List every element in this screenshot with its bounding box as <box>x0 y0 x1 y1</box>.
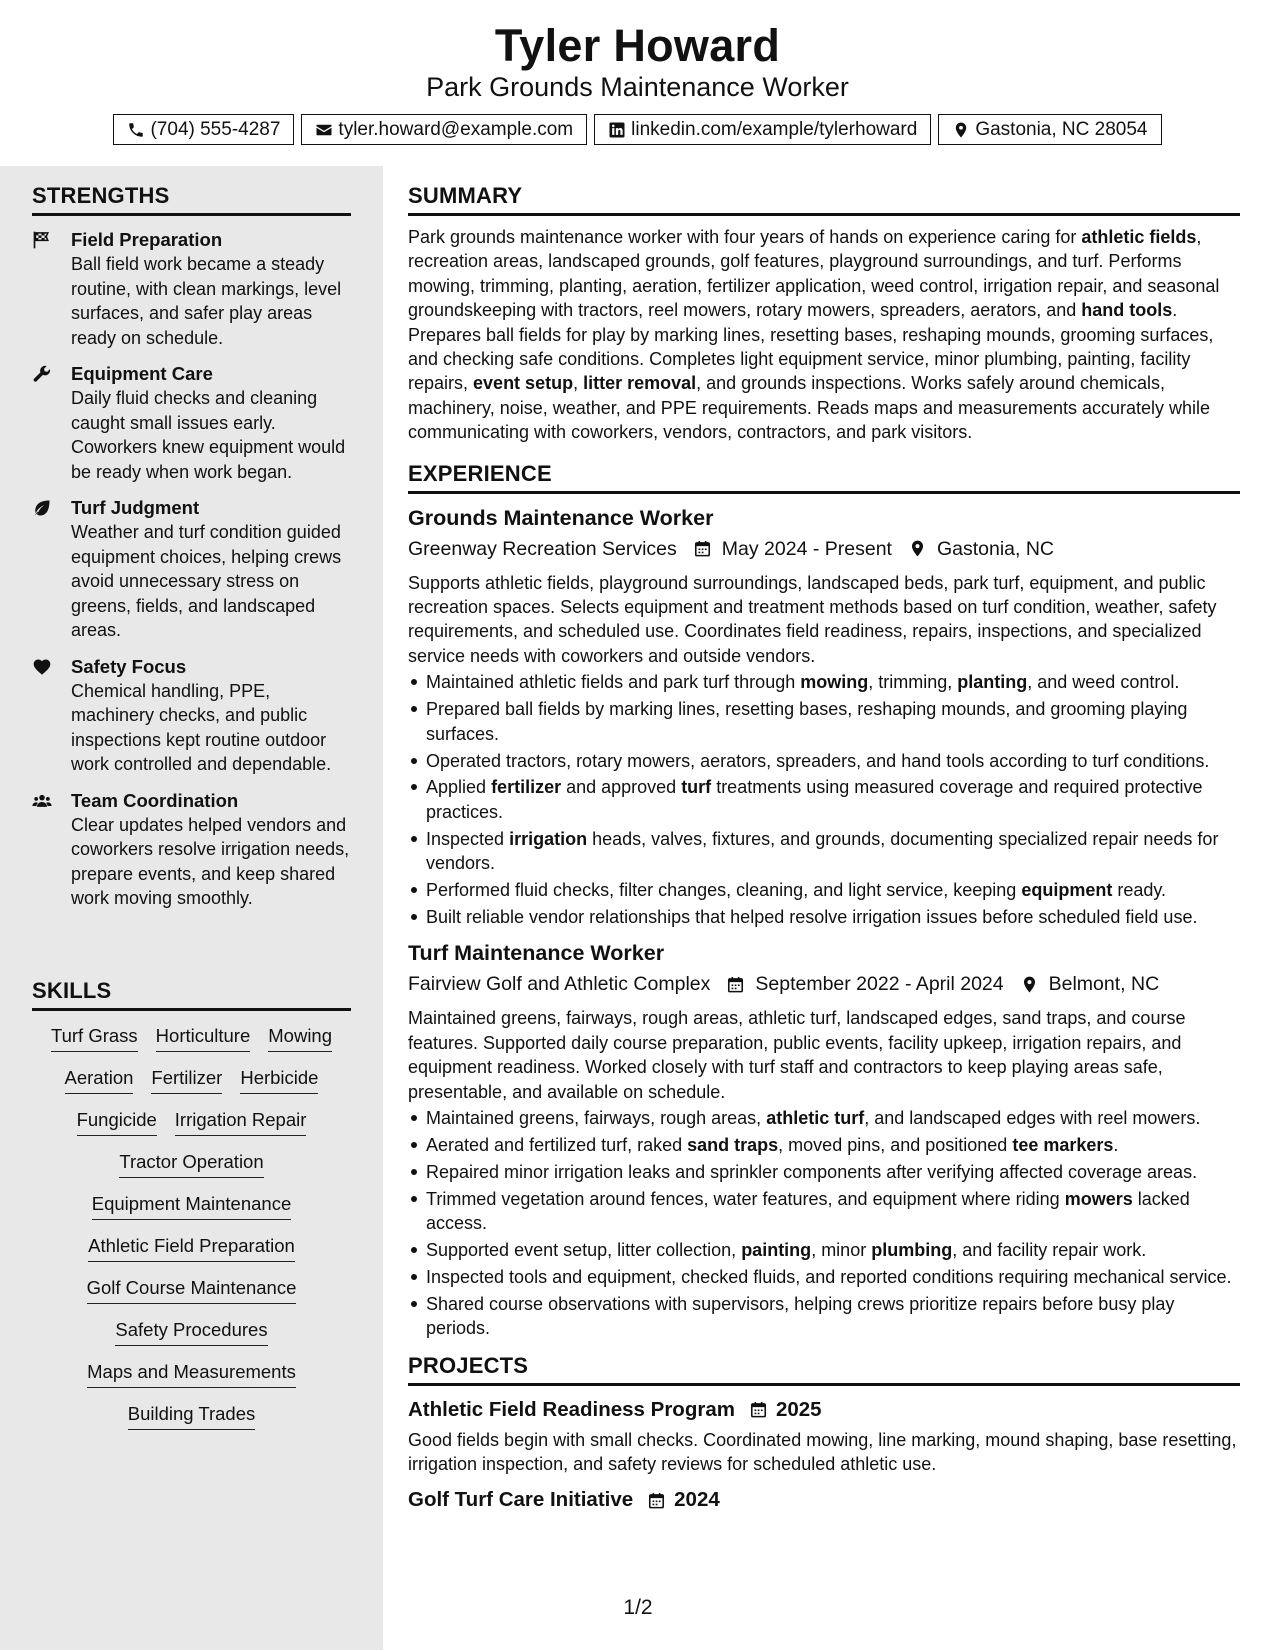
job-location: Belmont, NC <box>1048 973 1160 996</box>
job-bullets <box>408 1106 1240 1341</box>
job-description: Maintained greens, fairways, rough areas, athletic turf, landscaped edges, sand traps, and course features. Supported daily course preparation, public events, facility upkeep, irrigation repairs, and equipment readiness. Worked closely with turf staff and contractors to keep playing areas safe, presentable, and available on schedule. <box>408 1008 1186 1102</box>
job-dates: May 2024 - Present <box>721 537 892 560</box>
project-title: Athletic Field Readiness Program <box>408 1397 735 1421</box>
skill-tag: Irrigation Repair <box>175 1107 307 1136</box>
bullet-item: Aerated and fertilized turf, raked sand traps, moved pins, and positioned tee markers. <box>408 1133 1240 1157</box>
skill-tag: Herbicide <box>240 1065 318 1094</box>
bullet-item: Trimmed vegetation around fences, water features, and equipment where riding mowers lacked access. <box>408 1187 1240 1236</box>
emphasis-text: mowing <box>800 672 869 693</box>
strength-item <box>32 362 351 484</box>
project-year: 2025 <box>775 1397 822 1421</box>
bullet-item: Supported event setup, litter collection, painting, minor plumbing, and facility repair work. <box>408 1238 1240 1262</box>
project-description: Good fields begin with small checks. Coordinated mowing, line marking, mound shaping, base resetting, irrigation inspection, and safety reviews for scheduled athletic use. <box>408 1429 1237 1475</box>
skill-tag: Maps and Measurements <box>87 1359 296 1388</box>
strength-title: Turf Judgment <box>71 497 200 518</box>
project-title-row <box>408 1396 1240 1424</box>
job-bullets <box>408 670 1240 929</box>
project-title: Golf Turf Care Initiative <box>408 1488 634 1512</box>
wrench-icon <box>32 364 52 384</box>
projects-section <box>408 1353 1240 1515</box>
emphasis-text: irrigation <box>509 828 588 849</box>
bullet-item: Inspected tools and equipment, checked fluids, and reported conditions requiring mechanical service. <box>408 1265 1240 1289</box>
strength-desc: Weather and turf condition guided equipment choices, helping crews avoid unnecessary stress on greens, fields, and landscaped areas. <box>71 522 342 640</box>
phone-icon <box>127 121 145 139</box>
skill-tag: Fungicide <box>77 1107 157 1136</box>
emphasis-text: event setup <box>473 373 574 394</box>
job-meta <box>408 535 1240 563</box>
users-icon <box>32 791 52 811</box>
summary-section <box>408 183 1240 445</box>
skill-tag: Tractor Operation <box>119 1149 263 1178</box>
strengths-heading: STRENGTHS <box>32 183 351 216</box>
map-pin-icon <box>1020 975 1039 994</box>
contact-email-text: tyler.howard@example.com <box>338 118 574 140</box>
contact-linkedin[interactable] <box>594 114 931 145</box>
skill-tag: Aeration <box>65 1065 134 1094</box>
strength-title: Safety Focus <box>71 655 187 677</box>
emphasis-text: athletic turf <box>766 1107 865 1128</box>
main-column <box>408 166 1240 1514</box>
calendar-icon <box>647 1491 666 1510</box>
project-entry <box>408 1486 1240 1514</box>
emphasis-text: equipment <box>1021 880 1113 901</box>
contact-phone-text: (704) 555-4287 <box>150 118 281 140</box>
heart-icon <box>32 657 52 677</box>
map-pin-icon <box>952 121 970 139</box>
projects-heading: PROJECTS <box>408 1353 1240 1386</box>
bullet-item: Inspected irrigation heads, valves, fixtures, and grounds, documenting specialized repair needs for vendors. <box>408 827 1240 876</box>
skill-tag: Building Trades <box>128 1401 256 1430</box>
emphasis-text: turf <box>681 777 712 798</box>
sidebar <box>0 166 383 1650</box>
job-location: Gastonia, NC <box>936 537 1055 560</box>
contact-location-text: Gastonia, NC 28054 <box>975 118 1148 140</box>
strength-item <box>32 655 351 777</box>
strength-item <box>32 789 351 911</box>
emphasis-text: planting <box>957 672 1028 693</box>
skill-tag: Fertilizer <box>151 1065 222 1094</box>
skill-tag: Golf Course Maintenance <box>87 1275 297 1304</box>
emphasis-text: sand traps <box>687 1134 779 1155</box>
strength-title: Team Coordination <box>71 789 239 811</box>
emphasis-text: litter removal <box>583 373 697 394</box>
experience-section <box>408 461 1240 1341</box>
strength-desc: Daily fluid checks and cleaning caught small issues early. Coworkers knew equipment would be ready when work began. <box>71 388 346 482</box>
page-number: 1/2 <box>623 1596 653 1619</box>
project-title-row <box>408 1486 1240 1514</box>
skill-tag: Mowing <box>268 1023 332 1052</box>
contact-linkedin-text: linkedin.com/example/tylerhoward <box>631 118 918 140</box>
skill-tag: Athletic Field Preparation <box>88 1233 295 1262</box>
checkered-flag-icon <box>32 230 52 250</box>
emphasis-text: mowers <box>1064 1188 1133 1209</box>
bullet-item: Operated tractors, rotary mowers, aerators, spreaders, and hand tools according to turf conditions. <box>408 749 1240 773</box>
resume-header <box>0 0 1275 166</box>
summary-text: Park grounds maintenance worker with four years of hands on experience caring for athletic fields, recreation areas, landscaped grounds, golf features, playground surroundings, and turf. Performs mowing, trimming, planting, aeration, fertilizer application, weed control, irrigation repair, and seasonal groundskeeping with tractors, reel mowers, rotary mowers, spreaders, aerators, and hand tools. Prepares ball fields for play by marking lines, resetting bases, reshaping mounds, grooming surfaces, and checking safe conditions. Completes light equipment service, minor plumbing, painting, facility repairs, event setup, litter removal, and grounds inspections. Works safely around chemicals, machinery, noise, weather, and PPE requirements. Reads maps and measurements accurately while communicating with coworkers, vendors, contractors, and park visitors. <box>408 227 1220 443</box>
project-entry <box>408 1396 1240 1477</box>
bullet-item: Repaired minor irrigation leaks and sprinkler components after verifying affected coverage areas. <box>408 1160 1240 1184</box>
calendar-icon <box>726 975 745 994</box>
bullet-item: Maintained greens, fairways, rough areas, athletic turf, and landscaped edges with reel mowers. <box>408 1106 1240 1130</box>
candidate-name: Tyler Howard <box>494 20 781 71</box>
strength-title: Equipment Care <box>71 363 213 384</box>
emphasis-text: athletic fields <box>1081 227 1197 247</box>
project-year: 2024 <box>674 1488 720 1512</box>
strength-desc: Ball field work became a steady routine, with clean markings, level surfaces, and safer play areas ready on schedule. <box>71 254 342 348</box>
map-pin-icon <box>908 539 927 558</box>
emphasis-text: hand tools <box>1081 300 1173 321</box>
calendar-icon <box>693 539 712 558</box>
skill-tag: Equipment Maintenance <box>92 1191 292 1220</box>
contact-bar <box>0 114 1275 145</box>
bullet-item: Shared course observations with supervisors, helping crews prioritize repairs before busy play periods. <box>408 1292 1240 1341</box>
bullet-item: Performed fluid checks, filter changes, cleaning, and light service, keeping equipment ready. <box>408 878 1240 902</box>
leaf-icon <box>32 498 52 518</box>
job-entry <box>408 504 1240 930</box>
envelope-icon <box>315 121 333 139</box>
emphasis-text: tee markers <box>1012 1134 1114 1155</box>
emphasis-text: plumbing <box>871 1240 953 1260</box>
job-title: Grounds Maintenance Worker <box>408 505 714 530</box>
candidate-role: Park Grounds Maintenance Worker <box>426 72 849 102</box>
contact-email[interactable] <box>301 114 587 145</box>
skill-tag: Horticulture <box>156 1023 251 1052</box>
bullet-item: Applied fertilizer and approved turf treatments using measured coverage and required protective practices. <box>408 775 1240 824</box>
contact-phone[interactable] <box>113 114 294 145</box>
skills-heading: SKILLS <box>32 978 351 1011</box>
contact-location <box>938 114 1161 145</box>
skills-list <box>32 1023 351 1430</box>
strength-desc: Chemical handling, PPE, machinery checks, and public inspections kept routine outdoor work controlled and dependable. <box>71 680 332 774</box>
linkedin-icon <box>608 121 626 139</box>
bullet-item: Prepared ball fields by marking lines, resetting bases, reshaping mounds, and grooming playing surfaces. <box>408 697 1240 746</box>
bullet-item: Maintained athletic fields and park turf through mowing, trimming, planting, and weed control. <box>408 670 1240 694</box>
job-company: Fairview Golf and Athletic Complex <box>408 973 711 996</box>
job-dates: September 2022 - April 2024 <box>755 973 1004 996</box>
skill-tag: Safety Procedures <box>115 1317 267 1346</box>
bullet-item: Built reliable vendor relationships that helped resolve irrigation issues before scheduled field use. <box>408 905 1240 929</box>
emphasis-text: fertilizer <box>491 777 562 798</box>
summary-heading: SUMMARY <box>408 183 1240 216</box>
strength-title: Field Preparation <box>71 229 223 250</box>
skills-section <box>32 978 351 1430</box>
strength-item <box>32 496 351 643</box>
job-entry <box>408 939 1240 1340</box>
calendar-icon <box>749 1400 768 1419</box>
skill-tag: Turf Grass <box>51 1023 138 1052</box>
strengths-section <box>32 183 351 911</box>
job-description: Supports athletic fields, playground surroundings, landscaped beds, park turf, equipment, and public recreation spaces. Selects equipment and treatment methods based on turf condition, weather, safety requirements, and scheduled use. Coordinates field readiness, repairs, inspections, and specialized service needs with coworkers and outside vendors. <box>408 572 1217 666</box>
job-title: Turf Maintenance Worker <box>408 941 665 966</box>
job-company: Greenway Recreation Services <box>408 537 677 560</box>
experience-heading: EXPERIENCE <box>408 461 1240 494</box>
emphasis-text: painting <box>741 1240 812 1260</box>
strength-item <box>32 228 351 350</box>
job-meta <box>408 970 1240 998</box>
strength-desc: Clear updates helped vendors and coworkers resolve irrigation needs, prepare events, and keep shared work moving smoothly. <box>71 814 350 908</box>
